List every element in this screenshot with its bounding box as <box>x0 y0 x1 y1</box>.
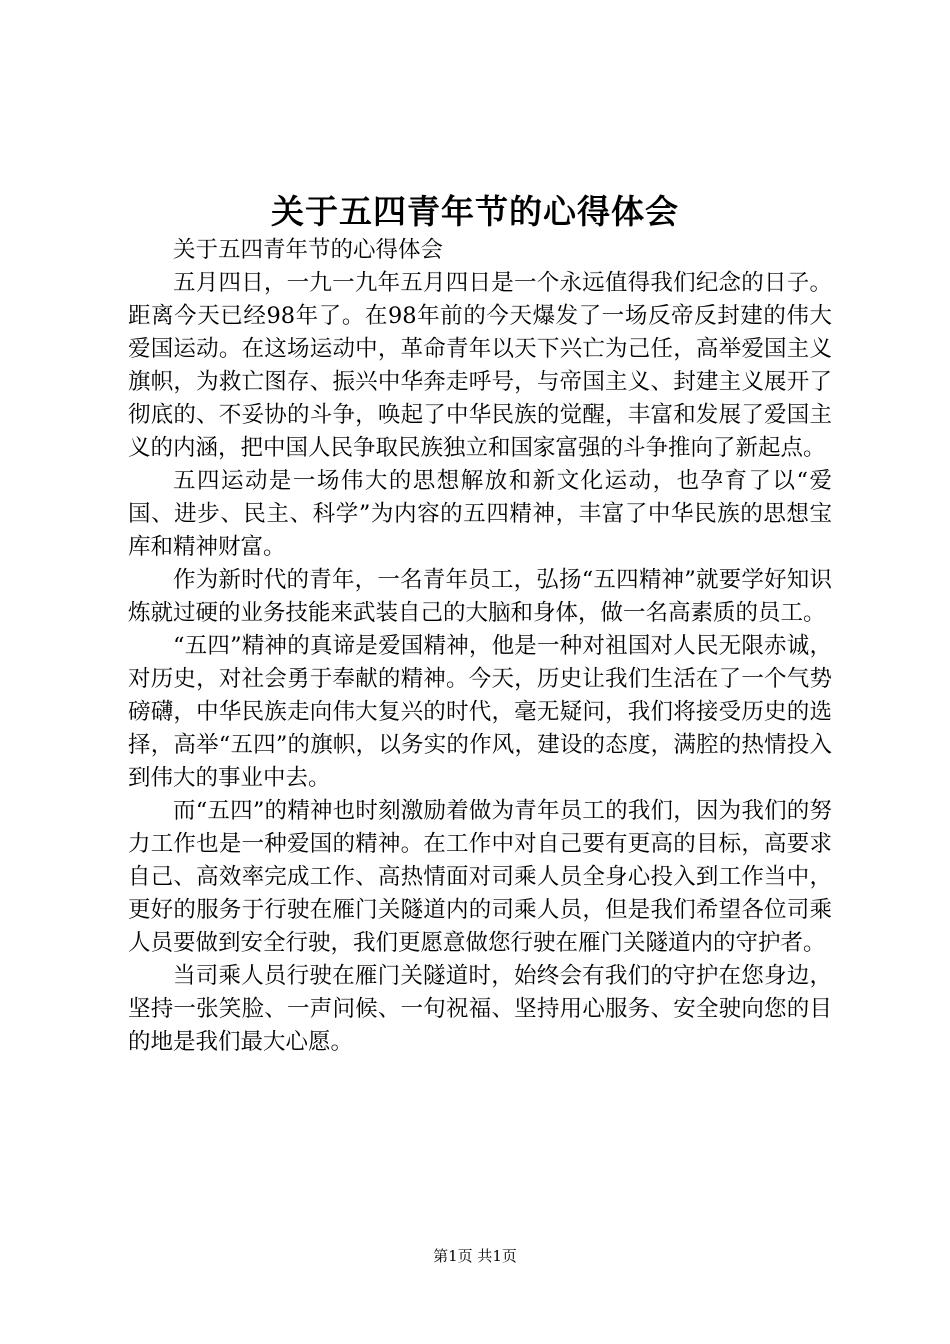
paragraph: “五四”精神的真谛是爱国精神，他是一种对祖国对人民无限赤诚，对历史，对社会勇于奉献的精神。今天，历史让我们生活在了一个气势磅礴，中华民族走向伟大复兴的时代，毫无疑问，我们将接受历史的选择，高举“五四”的旗帜，以务实的作风，建设的态度，满腔的热情投入到伟大的事业中去。 <box>128 633 832 791</box>
document-title: 关于五四青年节的心得体会 <box>271 192 679 231</box>
paragraph: 作为新时代的青年，一名青年员工，弘扬“五四精神”就要学好知识炼就过硬的业务技能来武装自己的大脑和身体，做一名高素质的员工。 <box>128 567 832 626</box>
paragraph: 五四运动是一场伟大的思想解放和新文化运动，也孕育了以“爱国、进步、民主、科学”为内容的五四精神，丰富了中华民族的思想宝库和精神财富。 <box>128 468 832 560</box>
document-body <box>128 234 832 1059</box>
paragraph: 五月四日，一九一九年五月四日是一个永远值得我们纪念的日子。距离今天已经98年了。在98年前的今天爆发了一场反帝反封建的伟大爱国运动。在这场运动中，革命青年以天下兴亡为己任，高举爱国主义旗帜，为救亡图存、振兴中华奔走呼号，与帝国主义、封建主义展开了彻底的、不妥协的斗争，唤起了中华民族的觉醒，丰富和发展了爱国主义的内涵，把中国人民争取民族独立和国家富强的斗争推向了新起点。 <box>128 270 832 461</box>
paragraph: 而“五四”的精神也时刻激励着做为青年员工的我们，因为我们的努力工作也是一种爱国的精神。在工作中对自己要有更高的目标，高要求自己、高效率完成工作、高热情面对司乘人员全身心投入到工作当中，更好的服务于行驶在雁门关隧道内的司乘人员，但是我们希望各位司乘人员要做到安全行驶，我们更愿意做您行驶在雁门关隧道内的守护者。 <box>128 798 832 956</box>
paragraph-subtitle: 关于五四青年节的心得体会 <box>173 237 444 263</box>
paragraph: 当司乘人员行驶在雁门关隧道时，始终会有我们的守护在您身边，坚持一张笑脸、一声问候、一句祝福、坚持用心服务、安全驶向您的目的地是我们最大心愿。 <box>128 963 832 1055</box>
page-footer: 第1页 共1页 <box>433 1247 517 1265</box>
